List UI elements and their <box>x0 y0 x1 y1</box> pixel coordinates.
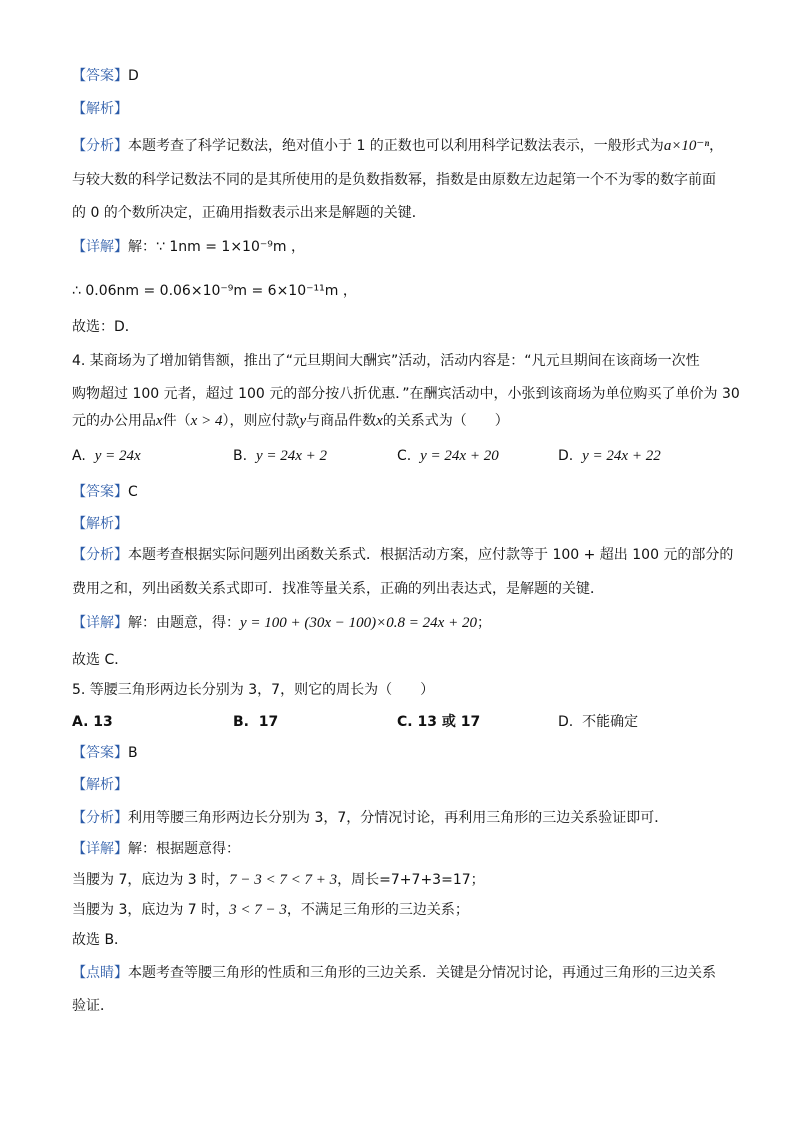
formula: a×10⁻ⁿ <box>663 138 710 154</box>
q4-option-b: B. y = 24x + 2 <box>233 448 328 464</box>
q4-fenxi-line-1: 【分析】本题考查根据实际问题列出函数关系式．根据活动方案，应付款等于 100 + 超出 100 元的部分的 <box>72 547 734 563</box>
q4-answer-line <box>72 482 138 502</box>
q3-answer-line <box>72 66 139 86</box>
answer-tag: 【答案】 <box>72 484 128 500</box>
detail-tag: 【详解】 <box>72 615 128 631</box>
q5-answer-line <box>72 743 138 763</box>
q3-conclusion: 故选：D． <box>72 319 139 335</box>
q4-option-a: A. y = 24x <box>72 448 141 464</box>
q5-detail-line: 【详解】解：根据题意得： <box>72 841 240 857</box>
comment-tag: 【点睛】 <box>72 965 128 981</box>
formula: 7 − 3 < 7 < 7 + 3 <box>229 872 338 888</box>
q4-stem-line-2: 购物超过 100 元者，超过 100 元的部分按八折优惠．”在酬宾活动中，小张到该商场为单位购买了单价为 30 <box>72 386 740 402</box>
formula: 3 < 7 − 3 <box>229 902 287 918</box>
q5-option-b: B. 17 <box>233 714 279 730</box>
answer-value: D <box>128 68 139 84</box>
detail-tag: 【详解】 <box>72 239 128 255</box>
q5-option-a: A. 13 <box>72 714 113 730</box>
answer-value: B <box>128 745 138 761</box>
q4-detail-line: 【详解】解：由题意，得：y = 100 + (30x − 100)×0.8 = 24x + 20； <box>72 615 491 631</box>
answer-value: C <box>128 484 138 500</box>
q5-option-d: D. 不能确定 <box>558 714 639 730</box>
q4-option-c: C. y = 24x + 20 <box>397 448 499 464</box>
q3-fenxi-line-3: 的 0 的个数所决定，正确用指数表示出来是解题的关键． <box>72 205 426 221</box>
detail-tag: 【详解】 <box>72 841 128 857</box>
q5-comment-line-1: 【点睛】本题考查等腰三角形的性质和三角形的三边关系．关键是分情况讨论，再通过三角形的三边关系 <box>72 965 716 981</box>
q4-conclusion: 故选 C． <box>72 652 129 668</box>
formula: 解：∵ 1nm = 1×10⁻⁹m ， <box>128 239 305 255</box>
q5-fenxi-line: 【分析】利用等腰三角形两边长分别为 3，7，分情况讨论，再利用三角形的三边关系验证即可． <box>72 810 669 826</box>
q5-case-1: 当腰为 7，底边为 3 时，7 − 3 < 7 < 7 + 3，周长=7+7+3=17； <box>72 872 485 888</box>
q5-stem: 5. 等腰三角形两边长分别为 3，7，则它的周长为（ ） <box>72 682 435 698</box>
q3-detail-line-2: ∴ 0.06nm = 0.06×10⁻⁹m = 6×10⁻¹¹m ， <box>72 283 357 299</box>
q5-comment-line-2: 验证． <box>72 998 114 1014</box>
q4-stem-line-3: 元的办公用品x件（x > 4），则应付款y与商品件数x的关系式为（ ） <box>72 413 509 429</box>
q4-option-d: D. y = 24x + 22 <box>558 448 661 464</box>
fenxi-tag: 【分析】 <box>72 810 128 826</box>
answer-tag: 【答案】 <box>72 68 128 84</box>
q3-detail-line-1 <box>72 237 305 257</box>
q5-conclusion: 故选 B． <box>72 932 129 948</box>
q3-fenxi-line-2: 与较大数的科学记数法不同的是其所使用的是负数指数幂，指数是由原数左边起第一个不为零的数字前面 <box>72 172 716 188</box>
q5-case-2: 当腰为 3，底边为 7 时，3 < 7 − 3，不满足三角形的三边关系； <box>72 902 469 918</box>
q4-analysis-tag: 【解析】 <box>72 516 128 532</box>
fenxi-tag: 【分析】 <box>72 547 128 563</box>
q5-option-c: C. 13 或 17 <box>397 714 481 730</box>
answer-tag: 【答案】 <box>72 745 128 761</box>
formula: y = 100 + (30x − 100)×0.8 = 24x + 20 <box>240 615 477 631</box>
q5-analysis-tag: 【解析】 <box>72 777 128 793</box>
q3-analysis-tag: 【解析】 <box>72 101 128 117</box>
fenxi-tag: 【分析】 <box>72 138 128 154</box>
q4-fenxi-line-2: 费用之和，列出函数关系式即可．找准等量关系，正确的列出表达式，是解题的关键． <box>72 581 604 597</box>
q3-fenxi-line-1: 【分析】本题考查了科学记数法，绝对值小于 1 的正数也可以利用科学记数法表示，一般形式为a×10⁻ⁿ， <box>72 138 724 154</box>
q4-stem-line-1: 4. 某商场为了增加销售额，推出了“元旦期间大酬宾”活动，活动内容是：“凡元旦期间在该商场一次性 <box>72 353 700 369</box>
